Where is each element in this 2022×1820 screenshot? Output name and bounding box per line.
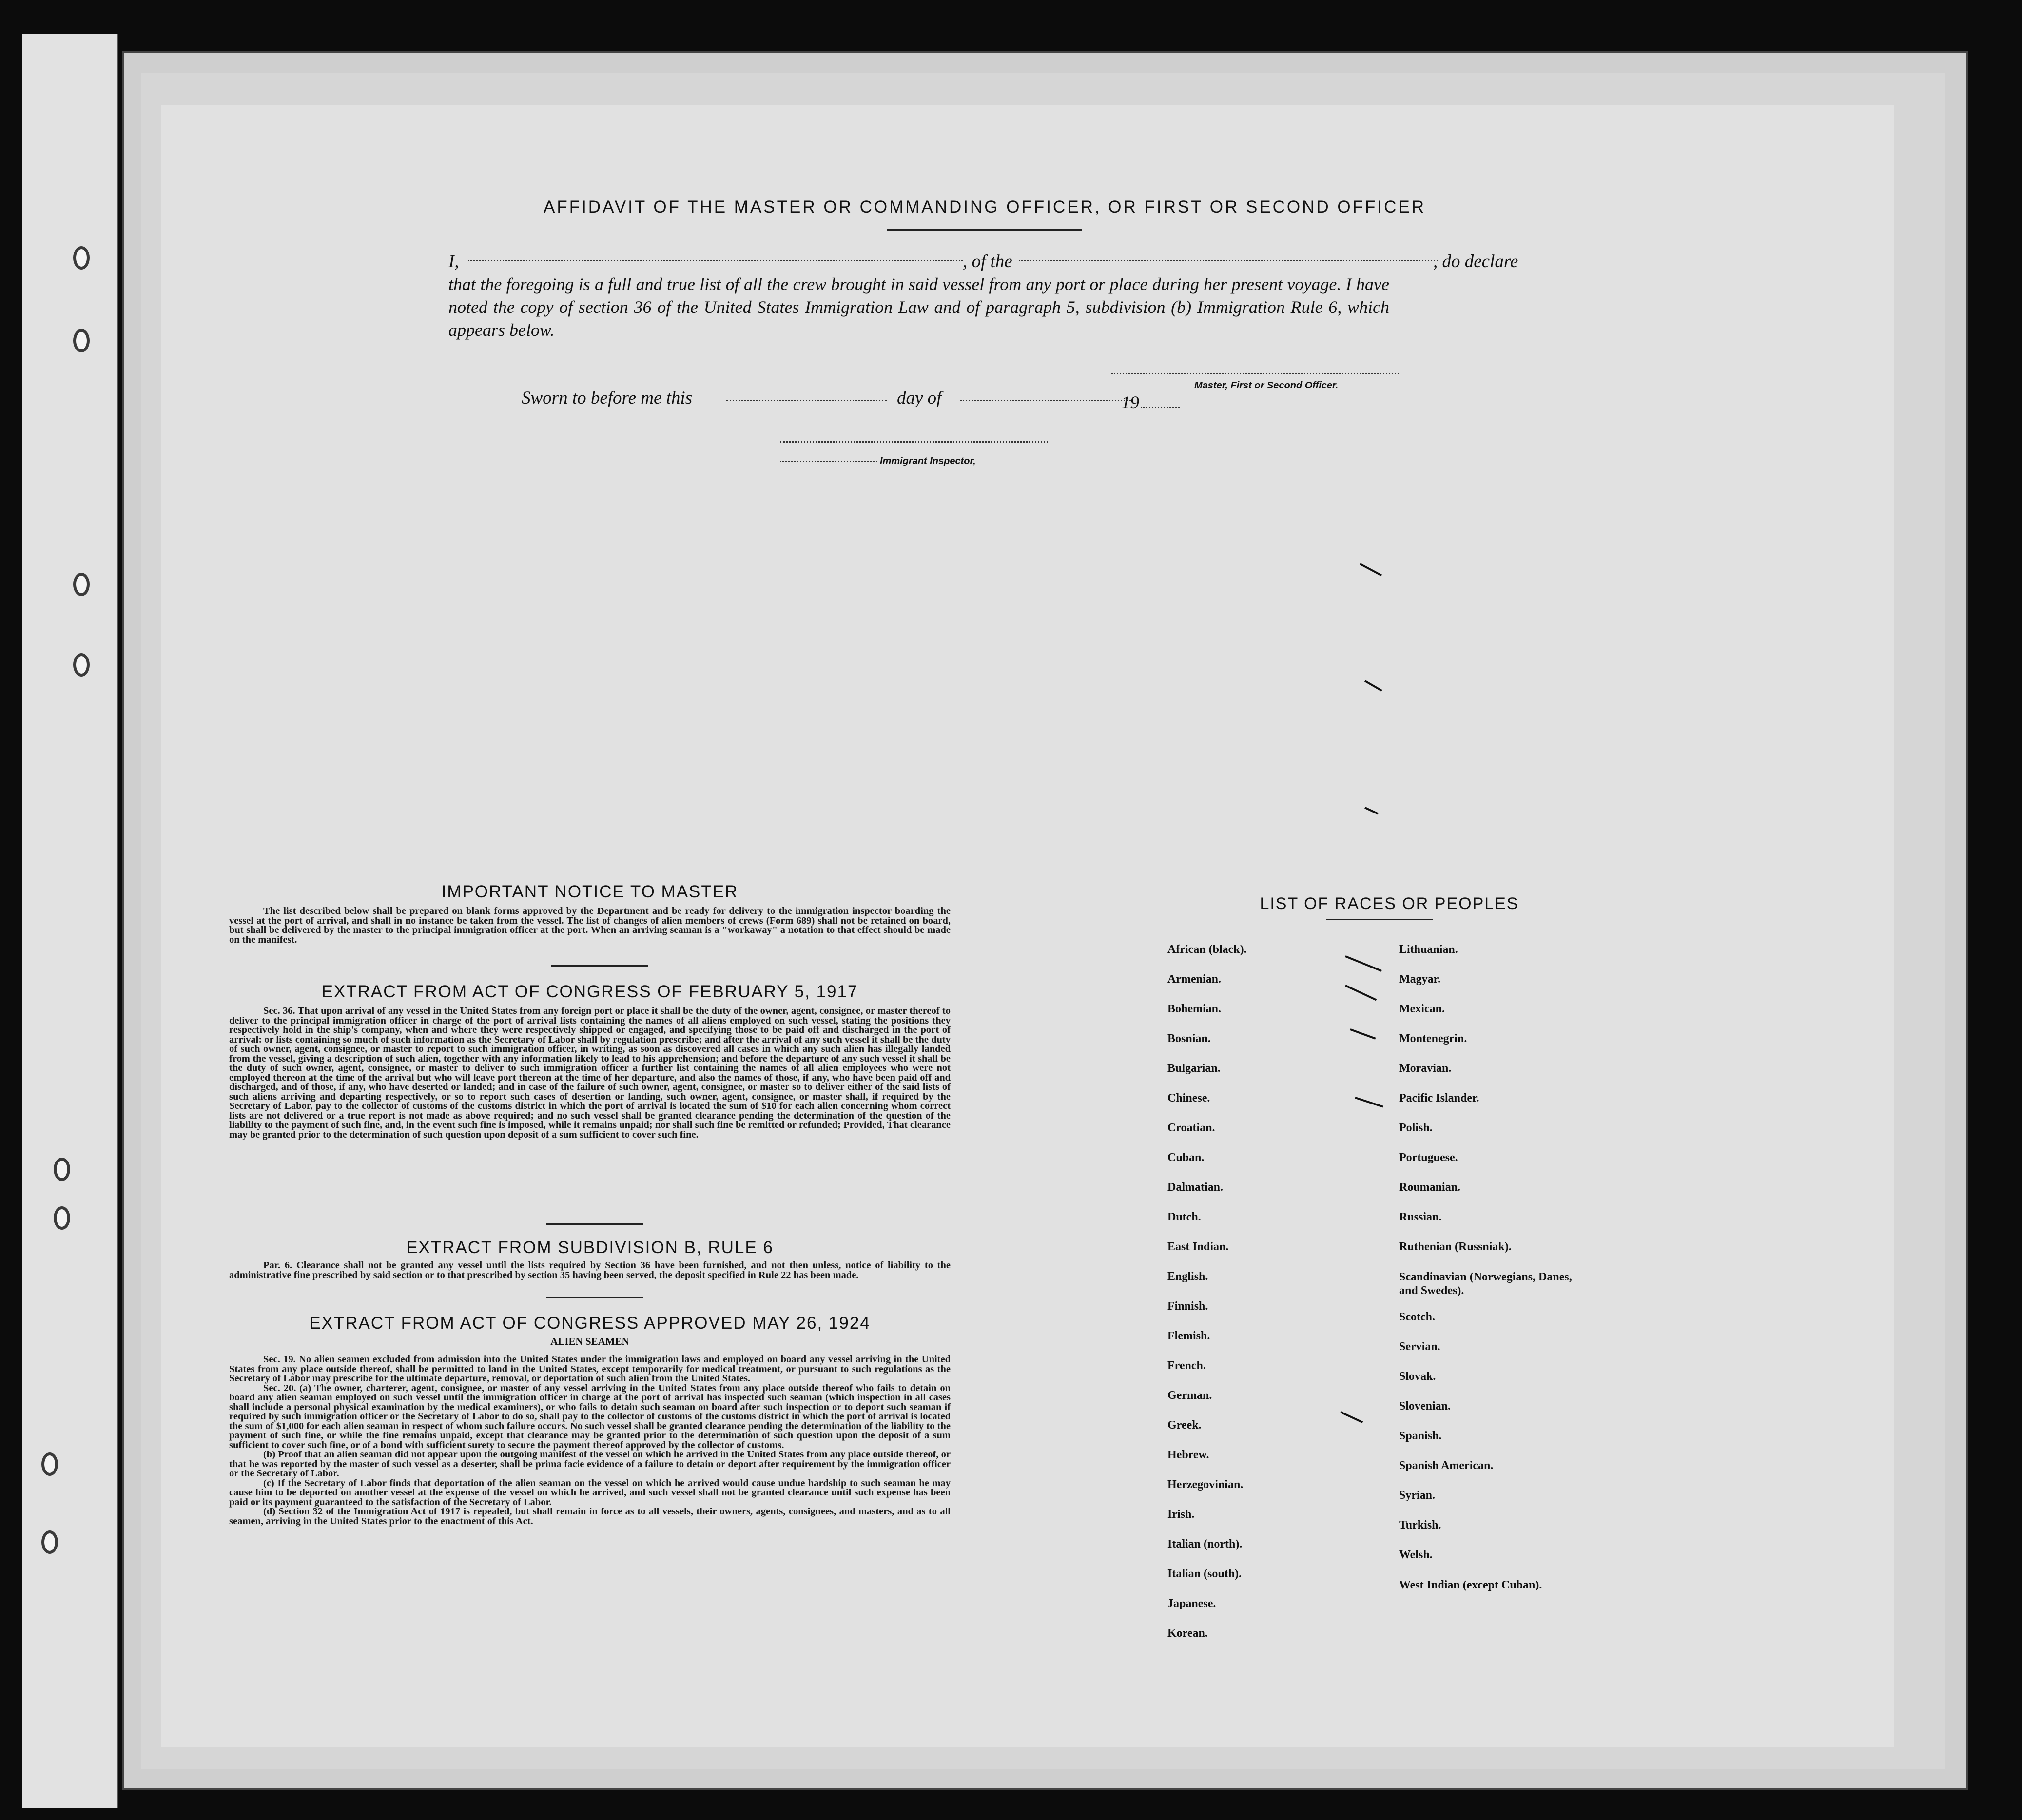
binder-hole-icon — [41, 1452, 58, 1476]
race-item: Spanish American. — [1399, 1459, 1494, 1472]
race-item: African (black). — [1167, 943, 1247, 956]
notice-title: IMPORTANT NOTICE TO MASTER — [441, 882, 739, 901]
race-item: Japanese. — [1167, 1597, 1216, 1610]
vessel-blank[interactable] — [1019, 260, 1438, 261]
race-item: English. — [1167, 1270, 1208, 1283]
race-item: Armenian. — [1167, 973, 1221, 986]
affidavit-i-label: I, — [448, 252, 459, 271]
rule-6-title: EXTRACT FROM SUBDIVISION B, RULE 6 — [406, 1238, 774, 1257]
tick-mark — [1345, 985, 1377, 1001]
affidavit-of-the-label: , of the — [963, 252, 1012, 271]
race-item: Dutch. — [1167, 1211, 1201, 1223]
master-signature-label: Master, First or Second Officer. — [1194, 380, 1339, 391]
race-item: Korean. — [1167, 1627, 1208, 1640]
race-item: Russian. — [1399, 1211, 1442, 1223]
extract-1917-text: Sec. 36. That upon arrival of any vessel in the United States from any foreign port or place it shall be the duty of the owner, agent, consignee, or master thereof to deliver to the principal immigration officer in charge of the port of arrival lists containing the names of all aliens employed on such vessel, stating the positions they respectively hold in the ship's company, when and where they were respectively shipped or engaged, and specifying those to be paid off and discharged in the port of arrival: or lists containing so much of such information as the Secretary of Labor shall by regulation prescribe; and after the arrival of any such vessel it shall be the duty of such owner, agent, consignee, or master to report to such immigration officer, in writing, as soon as discovered all cases in which any such alien has illegally landed from the vessel, giving a description of such alien, together with any information likely to lead to his apprehension; and before the departure of any such vessel it shall be the duty of such owner, agent, consignee, or master to deliver to such immigration officer a further list containing the names of all alien employees who were not employed thereon at the time of the arrival but who will leave port thereon at the time of her departure, and also the names of those, if any, who have been paid off and discharged, and of those, if any, who have deserted or landed; and in case of the failure of such owner, agent, consignee, or master so to deliver either of the said lists of such aliens arriving and departing respectively, or so to report such cases of desertion or landing, such owner, agent, consignee, or master shall, if required by the Secretary of Labor, pay to the collector of customs of the customs district in which the port of arrival is located the sum of $10 for each alien concerning whom correct lists are not delivered or a true report is not made as above required; and no such vessel shall be granted clearance pending the determination of the question of the liability to the payment of such fine, and, in the event such fine is imposed, while it remains unpaid; nor shall such fine be remitted or refunded; Provided, That clearance may be granted prior to the determination of such question upon deposit of a sum sufficient to cover such fine. — [229, 1006, 951, 1140]
master-signature-line[interactable] — [1111, 373, 1399, 374]
race-item: German. — [1167, 1389, 1212, 1402]
race-item: Lithuanian. — [1399, 943, 1458, 956]
race-item: Bohemian. — [1167, 1003, 1222, 1015]
race-item: Pacific Islander. — [1399, 1092, 1479, 1104]
race-item: Polish. — [1399, 1122, 1433, 1134]
races-left-column — [1167, 943, 1247, 1657]
day-of-label: day of — [897, 388, 942, 408]
sworn-month-blank[interactable] — [960, 400, 1131, 401]
sworn-label: Sworn to before me this — [522, 388, 693, 408]
notice-text: The list described below shall be prepared on blank forms approved by the Department and be ready for delivery to the immigration inspector boarding the vessel at the port of arrival, and shall in no instance be taken from the vessel. The list of changes of alien members of crews (Form 689) shall not be retained on board, but shall be delivered by the master to the principal immigration officer at the port. When an arriving seaman is a "workaway" a notation to that effect should be made on the manifest. — [229, 906, 951, 945]
extract-1924-text: Sec. 19. No alien seamen excluded from admission into the United States under the immigration laws and employed on board any vessel arriving in the United States from any place outside thereof, shall be permitted to land in the United States, except temporarily for medical treatment, or pursuant to such regulations as the Secretary of Labor may prescribe for the ultimate departure, removal, or deportation of such alien from the United States. Sec. 20. (a) The owner, charterer, agent, consignee, or master of any vessel arriving in the United States from any place outside thereof who fails to detain on board any alien seaman employed on such vessel until the immigration officer in charge at the port of arrival has inspected such seaman (which inspection in all cases shall include a personal physical examination by the medical examiners), or who fails to detain such seaman on board after such inspection or to deport such seaman if required by such immigration officer or the Secretary of Labor to do so, shall pay to the collector of customs of the customs district in which the port of arrival is located the sum of $1,000 for each alien seaman in respect of whom such failure occurs. No such vessel shall be granted clearance pending the determination of the liability to the payment of such fine, or while the fine remains unpaid, except that clearance may be granted prior to the determination of such question upon the deposit of a sum sufficient to cover such fine, or of a bond with sufficient surety to secure the payment thereof approved by the collector of customs. (b) Proof that an alien seaman did not appear upon the outgoing manifest of the vessel on which he arrived in the United States from any place outside thereof, or that he was reported by the master of such vessel as a deserter, shall be prima facie evidence of a failure to detain or deport after requirement by the immigration officer or the Secretary of Labor. (c) If the Secretary of Labor finds that deportation of the alien seaman on the vessel on which he arrived would cause undue hardship to such seaman he may cause him to be deported on another vessel at the expense of the vessel on which he arrived, and such vessel shall not be granted clearance until such expense has been paid or its payment guaranteed to the satisfaction of the Secretary of Labor. (d) Section 32 of the Immigration Act of 1917 is repealed, but shall remain in force as to all vessels, their owners, agents, consignees, and masters, and as to all seamen, arriving in the United States prior to the enactment of this Act. — [229, 1354, 951, 1527]
affidavit-title: AFFIDAVIT OF THE MASTER OR COMMANDING OFFICER, OR FIRST OR SECOND OFFICER — [543, 197, 1426, 216]
race-item: Servian. — [1399, 1340, 1440, 1353]
race-item: East Indian. — [1167, 1240, 1229, 1253]
inspector-label: Immigrant Inspector, — [880, 456, 976, 466]
affidavit-body: that the foregoing is a full and true list of all the crew brought in said vessel from any port or place during her present voyage. I have noted the copy of section 36 of the United States Immigration Law and of paragraph 5, subdivision (b) Immigration Rule 6, which appears below. — [448, 274, 1389, 340]
race-item: Spanish. — [1399, 1430, 1442, 1442]
race-item: Scandinavian (Norwegians, Danes, and Swedes). — [1399, 1271, 1572, 1297]
race-item: Chinese. — [1167, 1092, 1210, 1104]
race-item: Bulgarian. — [1167, 1062, 1221, 1075]
race-item: Slovenian. — [1399, 1400, 1451, 1413]
section-divider — [546, 1297, 643, 1298]
inspector-lead-line — [780, 461, 877, 462]
race-item: Irish. — [1167, 1508, 1195, 1521]
extract-1924-title: EXTRACT FROM ACT OF CONGRESS APPROVED MAY 26, 1924 — [309, 1314, 871, 1333]
race-item: Bosnian. — [1167, 1032, 1211, 1045]
rule-6-text: Par. 6. Clearance shall not be granted any vessel until the lists required by Section 36 have been furnished, and not then unless, notice of liability to the administrative fine prescribed by said section or to that prescribed by section 35 having been served, the deposit specified in Rule 22 has been made. — [229, 1260, 951, 1280]
year-label: 19 — [1121, 393, 1139, 413]
binder-strip — [22, 34, 118, 1808]
race-item: Hebrew. — [1167, 1449, 1209, 1461]
race-item: Ruthenian (Russniak). — [1399, 1240, 1512, 1253]
race-item: Dalmatian. — [1167, 1181, 1223, 1194]
race-item: Cuban. — [1167, 1151, 1205, 1164]
race-item: Herzegovinian. — [1167, 1478, 1244, 1491]
binder-hole-icon — [41, 1530, 58, 1554]
race-item: Croatian. — [1167, 1122, 1215, 1134]
tick-mark — [1364, 680, 1382, 691]
race-item: Greek. — [1167, 1419, 1202, 1432]
affidavit-declare-label: , do declare — [1433, 252, 1518, 271]
race-item: Scotch. — [1399, 1311, 1435, 1323]
tick-mark — [1345, 955, 1382, 972]
race-item: French. — [1167, 1359, 1206, 1372]
races-divider — [1326, 919, 1433, 920]
name-blank[interactable] — [468, 260, 963, 261]
binder-hole-icon — [73, 246, 90, 270]
title-divider — [887, 229, 1082, 231]
tick-mark — [1355, 1097, 1383, 1107]
race-item: Italian (north). — [1167, 1538, 1243, 1550]
section-divider — [546, 1223, 643, 1225]
race-item: Finnish. — [1167, 1300, 1208, 1313]
tick-mark — [1340, 1411, 1363, 1423]
binder-hole-icon — [73, 329, 90, 352]
race-item: Slovak. — [1399, 1370, 1436, 1383]
tick-mark — [1350, 1028, 1376, 1040]
tick-mark — [1360, 563, 1382, 576]
races-title: LIST OF RACES OR PEOPLES — [1260, 894, 1519, 913]
race-item: Welsh. — [1399, 1549, 1433, 1561]
year-blank[interactable] — [1141, 407, 1180, 408]
binder-hole-icon — [73, 573, 90, 596]
race-item: Magyar. — [1399, 973, 1441, 986]
race-item: Portuguese. — [1399, 1151, 1458, 1164]
binder-hole-icon — [54, 1158, 70, 1181]
extract-1917-title: EXTRACT FROM ACT OF CONGRESS OF FEBRUARY 5, 1917 — [321, 982, 858, 1001]
binder-hole-icon — [73, 653, 90, 677]
races-right-column — [1399, 943, 1575, 1619]
tick-mark — [1364, 807, 1379, 814]
inspector-signature-line[interactable] — [780, 441, 1048, 443]
race-item: Mexican. — [1399, 1003, 1445, 1015]
sworn-day-blank[interactable] — [726, 400, 887, 401]
race-item: West Indian (except Cuban). — [1399, 1579, 1542, 1591]
race-item: Flemish. — [1167, 1330, 1210, 1342]
extract-1924-subtitle: ALIEN SEAMEN — [550, 1336, 629, 1347]
race-item: Montenegrin. — [1399, 1032, 1467, 1045]
race-item: Turkish. — [1399, 1519, 1441, 1531]
form-sheet — [161, 105, 1894, 1747]
race-item: Italian (south). — [1167, 1568, 1242, 1580]
section-divider — [551, 965, 648, 967]
race-item: Moravian. — [1399, 1062, 1452, 1075]
binder-hole-icon — [54, 1206, 70, 1230]
race-item: Syrian. — [1399, 1489, 1436, 1502]
race-item: Roumanian. — [1399, 1181, 1461, 1194]
